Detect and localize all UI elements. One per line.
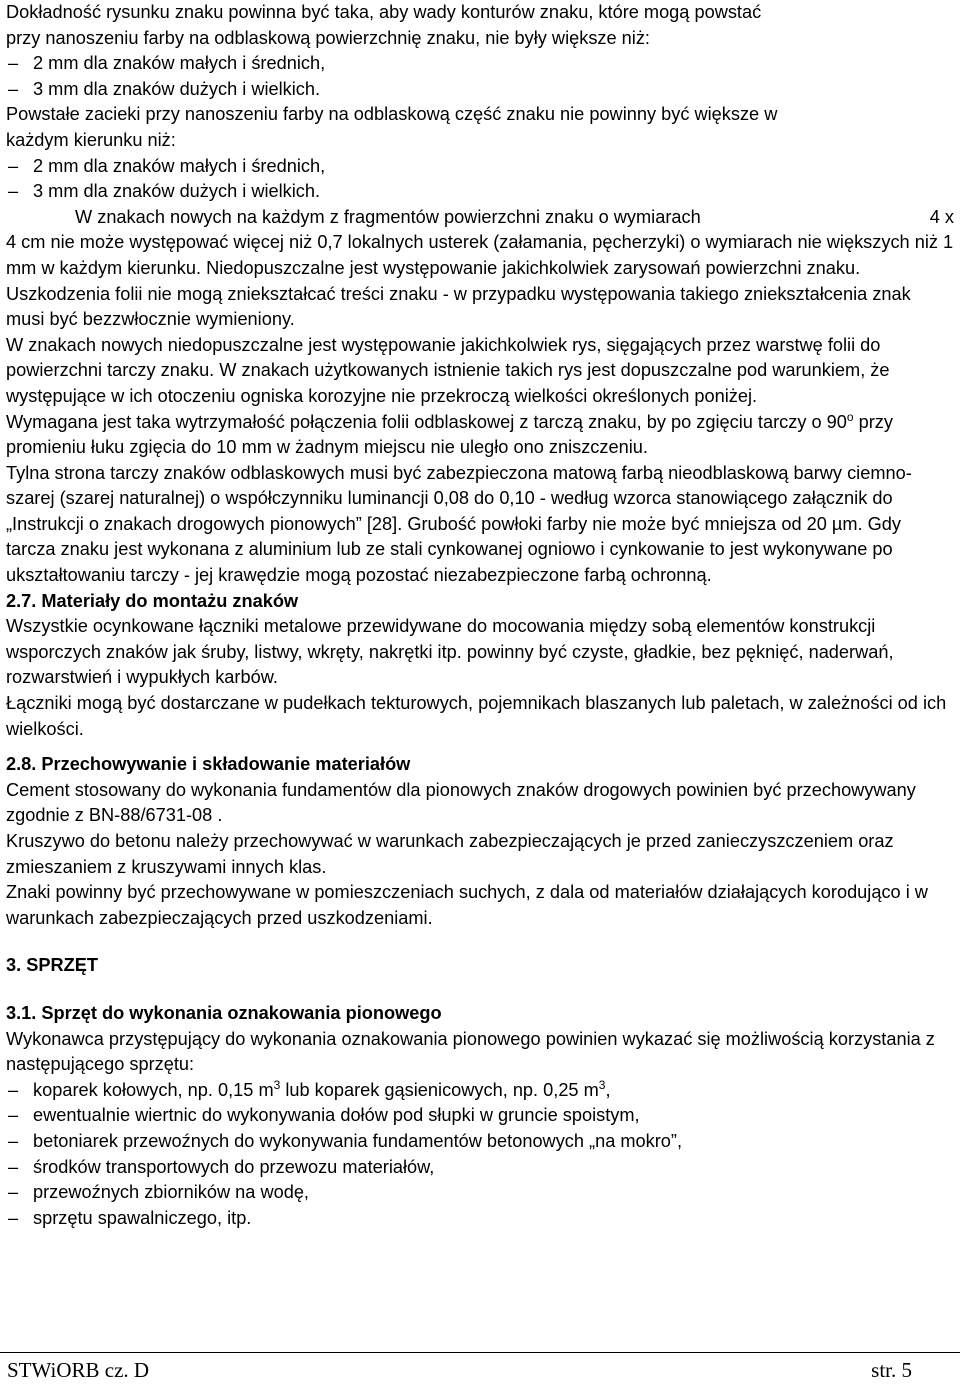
list-item: – 2 mm dla znaków małych i średnich, xyxy=(6,51,954,77)
paragraph: Wykonawca przystępujący do wykonania oznakowania pionowego powinien wykazać się możliwością korzystania z następującego sprzętu: xyxy=(6,1028,935,1075)
paragraph: W znakach nowych na każdym z fragmentów powierzchni znaku o wymiarach 4 x 4 cm nie może występować więcej niż 0,7 lokalnych usterek (załamania, pęcherzyki) o wymiarach nie większych niż 1 mm w każdym kierunku. Niedopuszczalne jest występowanie jakichkolwiek zarysowań powierzchni znaku. xyxy=(6,206,954,278)
paragraph: Powstałe zacieki przy nanoszeniu farby na odblaskową część znaku nie powinny być większe w każdym kierunku niż: xyxy=(6,104,778,150)
list-item: – ewentualnie wiertnic do wykonywania dołów pod słupki w gruncie spoistym, xyxy=(6,1103,954,1129)
list-item: – środków transportowych do przewozu materiałów, xyxy=(6,1155,954,1181)
paragraph: Uszkodzenia folii nie mogą zniekształcać treści znaku - w przypadku występowania takiego zniekształcenia znak musi być bezzwłocznie wymieniony. xyxy=(6,283,911,330)
list-item: – koparek kołowych, np. 0,15 $m^3$ lub koparek gąsienicowych, np. 0,25 $m^3$, xyxy=(6,1078,954,1104)
list-item: – betoniarek przewoźnych do wykonywania fundamentów betonowych „na mokro”, xyxy=(6,1129,954,1155)
list-item: – 3 mm dla znaków dużych i wielkich. xyxy=(6,179,954,205)
paragraph: Wszystkie ocynkowane łączniki metalowe przewidywane do mocowania między sobą elementów konstrukcji wsporczych znaków jak śruby, listwy, wkręty, nakrętki itp. powinny być czyste, gładkie, bez pęknięć, naderwań, rozwarstwień i wypukłych karbów. xyxy=(6,616,894,688)
list-item: – sprzętu spawalniczego, itp. xyxy=(6,1206,954,1232)
list-item: – 3 mm dla znaków dużych i wielkich. xyxy=(6,77,954,103)
footer-document-name: STWiORB cz. D xyxy=(7,1358,150,1382)
paragraph: Łączniki mogą być dostarczane w pudełkach tekturowych, pojemnikach blaszanych lub paletach, w zależności od ich wielkości. xyxy=(6,693,947,739)
paragraph: Wymagana jest taka wytrzymałość połączenia folii odblaskowej z tarczą znaku, by po zgięciu tarczy o 90$^o$ przy promieniu łuku zgięcia do 10 mm w żadnym miejscu nie uległo ono zniszczeniu. xyxy=(6,409,893,458)
page-footer xyxy=(0,1352,960,1383)
section-heading: 3.1. Sprzęt do wykonania oznakowania pionowego xyxy=(6,1002,442,1023)
chapter-heading: 3. SPRZĘT xyxy=(6,955,98,976)
paragraph: Dokładność rysunku znaku powinna być taka, aby wady konturów znaku, które mogą powstać przy nanoszeniu farby na odblaskową powierzchnię znaku, nie były większe niż: xyxy=(6,2,762,48)
paragraph: W znakach nowych niedopuszczalne jest występowanie jakichkolwiek rys, sięgających przez warstwę folii do powierzchni tarczy znaku. W znakach użytkowanych istnienie takich rys jest dopuszczalne pod warunkiem, że występujące w ich otoczeniu ogniska korozyjne nie przekroczą wielkości określonych poniżej. xyxy=(6,334,890,406)
paragraph: Tylna strona tarczy znaków odblaskowych musi być zabezpieczona matową farbą nieodblaskową barwy ciemno-szarej (szarej naturalnej) o współczynniku luminancji 0,08 do 0,10 - według wzorca stanowiącego załącznik do „Instrukcji o znakach drogowych pionowych” [28]. Grubość powłoki farby nie może być mniejsza od 20 µm. Gdy tarcza znaku jest wykonana z aluminium lub ze stali cynkowanej ogniowo i cynkowanie to jest wykonywane po ukształtowaniu tarczy - jej krawędzie mogą pozostać niezabezpieczone farbą ochronną. xyxy=(6,462,912,586)
list-item: – 2 mm dla znaków małych i średnich, xyxy=(6,154,954,180)
footer-page-number: str. 5 xyxy=(871,1358,912,1382)
paragraph: Kruszywo do betonu należy przechowywać w warunkach zabezpieczających je przed zanieczyszczeniem oraz zmieszaniem z kruszywami innych klas. xyxy=(6,831,894,877)
document-page xyxy=(6,0,954,1231)
section-heading: 2.8. Przechowywanie i składowanie materiałów xyxy=(6,754,411,775)
list-item: – przewoźnych zbiorników na wodę, xyxy=(6,1180,954,1206)
paragraph: Cement stosowany do wykonania fundamentów dla pionowych znaków drogowych powinien być przechowywany zgodnie z BN-88/6731-08 . xyxy=(6,779,916,826)
paragraph: Znaki powinny być przechowywane w pomieszczeniach suchych, z dala od materiałów działających korodująco i w warunkach zabezpieczających przed uszkodzeniami. xyxy=(6,882,928,928)
section-heading: 2.7. Materiały do montażu znaków xyxy=(6,590,299,611)
